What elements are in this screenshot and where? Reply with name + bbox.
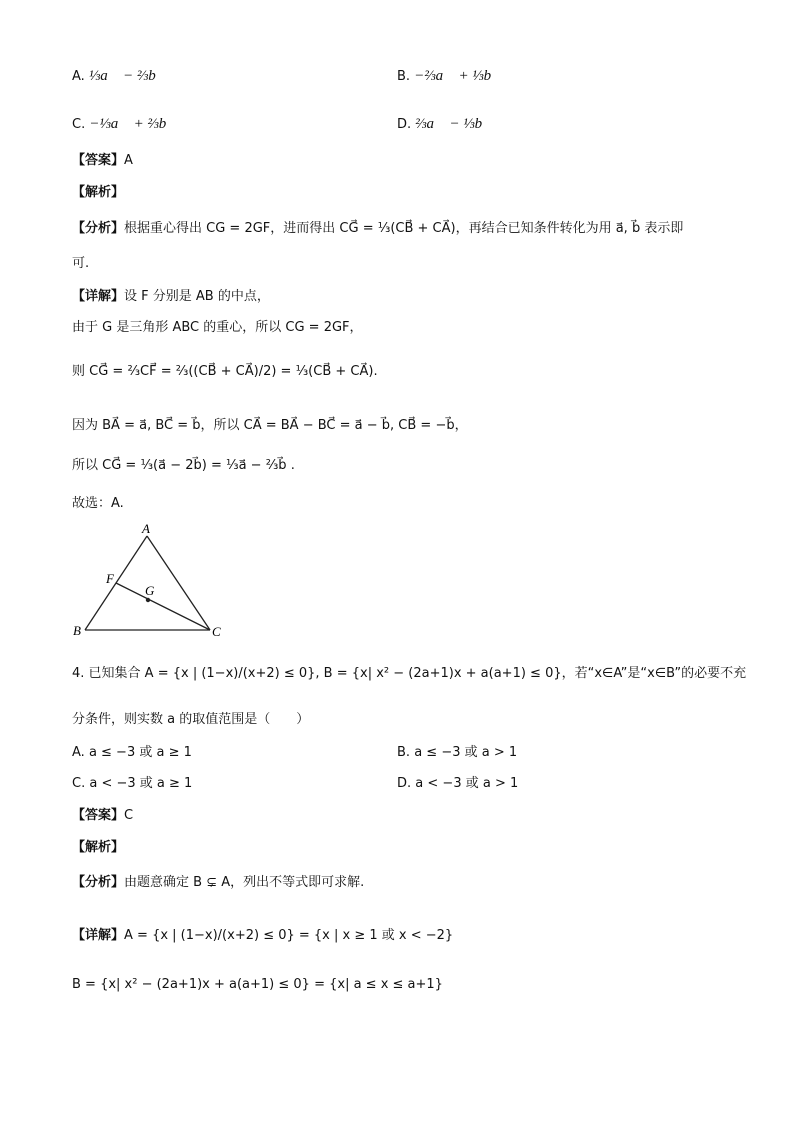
xiangjie-line-5: 所以 CG⃗ = ⅓(a⃗ − 2b⃗) = ⅓a⃗ − ⅔b⃗ . [72,458,295,473]
xiangjie-line-2: 由于 G 是三角形 ABC 的重心，所以 CG = 2GF， [72,320,363,335]
xiangjie-line-1 [72,286,270,307]
option-expression: a < −3 或 a ≥ 1 [89,776,193,791]
q4-option-b [397,743,517,763]
analysis-label: 【解析】 [72,185,125,200]
q4-option-a [72,743,192,763]
q4-stem-line-1: 4. 已知集合 A = {x | (1−x)/(x+2) ≤ 0}, B = {x| x² − (2a+1)x + a(a+1) ≤ 0}，若“x∈A”是“x∈B”的必要不充 [72,666,747,681]
xiangjie-text: A = {x | (1−x)/(x+2) ≤ 0} = {x | x ≥ 1 或 x < −2} [124,928,454,943]
label-a: A [142,521,150,536]
option-expression: −⅔a⃗ + ⅓b⃗ [414,68,503,84]
analysis-heading [72,182,124,203]
label-g: G [145,583,155,598]
point-g [146,598,150,602]
fenxi-text: 由题意确定 B ⊊ A，列出不等式即可求解. [124,875,365,890]
label-f: F [106,571,114,586]
xiangjie-text: 设 F 分别是 AB 的中点， [124,289,270,304]
fenxi-text: 根据重心得出 CG = 2GF，进而得出 CG⃗ = ⅓(CB⃗ + CA⃗)，再结合已知条件转化为用 a⃗, b⃗ 表示即 [124,221,684,236]
option-letter: A. [72,69,85,84]
option-letter: C. [72,776,86,791]
fenxi-label: 【分析】 [72,221,125,236]
answer-line [72,150,133,171]
option-letter: D. [397,776,412,791]
q4-option-d [397,774,518,794]
q4-answer-line [72,805,133,826]
option-expression: a ≤ −3 或 a ≥ 1 [88,745,192,760]
q4-analysis-heading [72,837,124,858]
option-expression: −⅓a⃗ + ⅔b⃗ [89,116,178,132]
option-letter: B. [397,69,411,84]
label-b: B [73,623,81,638]
analysis-label: 【解析】 [72,840,125,855]
option-expression: ⅓a⃗ − ⅔b⃗ [88,68,168,84]
option-letter: A. [72,745,85,760]
answer-value: A [124,153,133,168]
xiangjie-line-3: 则 CG⃗ = ⅔CF⃗ = ⅔((CB⃗ + CA⃗)/2) = ⅓(CB⃗ + CA⃗). [72,364,378,379]
option-c [72,114,178,135]
q4-stem-line-2: 分条件，则实数 a 的取值范围是（ ） [72,712,310,727]
option-expression: a < −3 或 a > 1 [415,776,519,791]
q4-xiangjie-line-1 [72,925,453,946]
option-letter: D. [397,117,412,132]
answer-label: 【答案】 [72,153,125,168]
triangle-figure [68,520,238,645]
answer-label: 【答案】 [72,808,125,823]
fenxi-continuation: 可. [72,256,90,271]
xiangjie-label: 【详解】 [72,289,125,304]
side-ac [147,536,210,630]
xiangjie-label: 【详解】 [72,928,125,943]
fenxi-line [72,218,683,239]
fenxi-label: 【分析】 [72,875,125,890]
option-letter: B. [397,745,411,760]
label-c: C [212,624,221,639]
option-expression: a ≤ −3 或 a > 1 [414,745,518,760]
median-cf [116,583,210,630]
option-d [397,114,494,135]
xiangjie-line-4: 因为 BA⃗ = a⃗, BC⃗ = b⃗，所以 CA⃗ = BA⃗ − BC⃗ = a⃗ − b⃗, CB⃗ = −b⃗， [72,418,468,433]
q4-option-c [72,774,192,794]
option-b [397,66,503,87]
answer-value: C [124,808,134,823]
option-expression: ⅔a⃗ − ⅓b⃗ [415,116,494,132]
q4-xiangjie-line-2: B = {x| x² − (2a+1)x + a(a+1) ≤ 0} = {x| a ≤ x ≤ a+1} [72,977,443,992]
conclusion: 故选：A. [72,496,124,511]
q4-fenxi-line [72,872,364,893]
option-a [72,66,167,87]
option-letter: C. [72,117,86,132]
